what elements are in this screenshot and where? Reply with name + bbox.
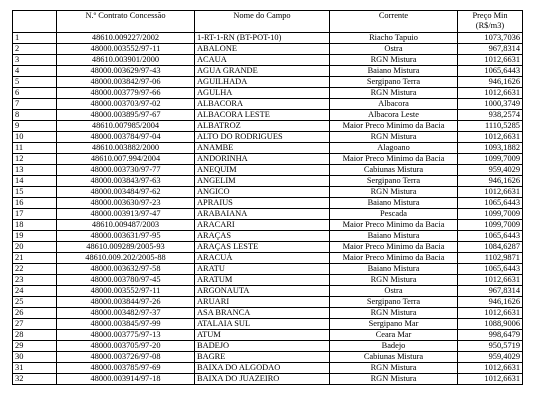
contract-number: 48000.003730/97-77 — [57, 165, 195, 176]
field-name: ARGONAUTA — [195, 286, 330, 297]
min-price: 946,1626 — [458, 77, 523, 88]
min-price: 1110,5285 — [458, 121, 523, 132]
header-contract: N.º Contrato Concessão — [57, 11, 195, 33]
row-number: 10 — [13, 132, 57, 143]
table-body — [13, 33, 523, 385]
contract-number: 48000.003895/97-67 — [57, 110, 195, 121]
table-row — [13, 264, 523, 275]
row-number: 29 — [13, 341, 57, 352]
field-name: BADEJO — [195, 341, 330, 352]
table-row — [13, 88, 523, 99]
stream-name: Baiano Mistura — [330, 264, 458, 275]
contract-number: 48000.003913/97-47 — [57, 209, 195, 220]
field-name: ANGICO — [195, 187, 330, 198]
min-price: 1012,6631 — [458, 275, 523, 286]
contract-number: 48610.007.994/2004 — [57, 154, 195, 165]
row-number: 27 — [13, 319, 57, 330]
table-row — [13, 209, 523, 220]
stream-name: Cabiunas Mistura — [330, 165, 458, 176]
contract-number: 48000.003842/97-06 — [57, 77, 195, 88]
stream-name: RGN Mistura — [330, 132, 458, 143]
table-row — [13, 132, 523, 143]
table-row — [13, 33, 523, 44]
contract-number: 48000.003726/97-08 — [57, 352, 195, 363]
stream-name: Ostra — [330, 44, 458, 55]
contract-number: 48000.003775/97-13 — [57, 330, 195, 341]
table-row — [13, 319, 523, 330]
row-number: 15 — [13, 187, 57, 198]
stream-name: Sergipano Terra — [330, 297, 458, 308]
min-price: 1000,3749 — [458, 99, 523, 110]
table-row — [13, 363, 523, 374]
stream-name: Maior Preco Minimo da Bacia — [330, 121, 458, 132]
row-number: 5 — [13, 77, 57, 88]
row-number: 1 — [13, 33, 57, 44]
contract-number: 48000.003631/97-95 — [57, 231, 195, 242]
table-row — [13, 121, 523, 132]
table-row — [13, 55, 523, 66]
header-price-line2: (R$/m3) — [475, 20, 505, 30]
min-price: 950,5719 — [458, 341, 523, 352]
stream-name: RGN Mistura — [330, 275, 458, 286]
stream-name: Albacora — [330, 99, 458, 110]
table-row — [13, 165, 523, 176]
contract-number: 48610.009227/2002 — [57, 33, 195, 44]
min-price: 1065,6443 — [458, 198, 523, 209]
min-price: 1093,1882 — [458, 143, 523, 154]
table-row — [13, 143, 523, 154]
field-name: ARACARI — [195, 220, 330, 231]
field-name: ANAMBE — [195, 143, 330, 154]
min-price: 1012,6631 — [458, 374, 523, 385]
field-name: ANGELIM — [195, 176, 330, 187]
stream-name: Sergipano Mar — [330, 319, 458, 330]
row-number: 26 — [13, 308, 57, 319]
header-stream: Corrente — [330, 11, 458, 33]
table-row — [13, 341, 523, 352]
min-price: 967,8314 — [458, 44, 523, 55]
table-row — [13, 275, 523, 286]
min-price: 1065,6443 — [458, 66, 523, 77]
row-number: 28 — [13, 330, 57, 341]
contract-number: 48000.003703/97-02 — [57, 99, 195, 110]
header-number — [13, 11, 57, 33]
min-price: 1102,9871 — [458, 253, 523, 264]
row-number: 23 — [13, 275, 57, 286]
min-price: 1012,6631 — [458, 132, 523, 143]
table-row — [13, 242, 523, 253]
row-number: 8 — [13, 110, 57, 121]
row-number: 11 — [13, 143, 57, 154]
stream-name: Baiano Mistura — [330, 66, 458, 77]
stream-name: Baiano Mistura — [330, 198, 458, 209]
table-row — [13, 154, 523, 165]
field-name: ALBATROZ — [195, 121, 330, 132]
stream-name: Cabiunas Mistura — [330, 352, 458, 363]
table-header-row — [13, 11, 523, 33]
field-name: ALBACORA — [195, 99, 330, 110]
contract-number: 48000.003779/97-66 — [57, 88, 195, 99]
min-price: 946,1626 — [458, 297, 523, 308]
contract-number: 48000.003552/97-11 — [57, 44, 195, 55]
field-name: ANDORINHA — [195, 154, 330, 165]
stream-name: Sergipano Terra — [330, 77, 458, 88]
contract-number: 48000.003630/97-23 — [57, 198, 195, 209]
min-price: 1012,6631 — [458, 88, 523, 99]
table-row — [13, 176, 523, 187]
field-name: BAIXA DO JUAZEIRO — [195, 374, 330, 385]
contract-number: 48610.007985/2004 — [57, 121, 195, 132]
table-row — [13, 286, 523, 297]
contract-number: 48610.009289/2005-93 — [57, 242, 195, 253]
table-row — [13, 297, 523, 308]
contract-number: 48000.003785/97-69 — [57, 363, 195, 374]
contract-number: 48000.003780/97-45 — [57, 275, 195, 286]
row-number: 19 — [13, 231, 57, 242]
contract-number: 48610.003882/2000 — [57, 143, 195, 154]
document-page — [12, 10, 523, 385]
field-name: ARAÇAS LESTE — [195, 242, 330, 253]
table-row — [13, 352, 523, 363]
row-number: 24 — [13, 286, 57, 297]
min-price: 1012,6631 — [458, 308, 523, 319]
min-price: 1088,9006 — [458, 319, 523, 330]
stream-name: Ceara Mar — [330, 330, 458, 341]
row-number: 14 — [13, 176, 57, 187]
min-price: 1099,7009 — [458, 220, 523, 231]
field-name: ARACUÁ — [195, 253, 330, 264]
field-name: ABALONE — [195, 44, 330, 55]
table-row — [13, 253, 523, 264]
row-number: 16 — [13, 198, 57, 209]
field-name: AGUA GRANDE — [195, 66, 330, 77]
contract-number: 48000.003552/97-11 — [57, 286, 195, 297]
field-name: ALTO DO RODRIGUES — [195, 132, 330, 143]
field-name: ASA BRANCA — [195, 308, 330, 319]
table-row — [13, 374, 523, 385]
stream-name: RGN Mistura — [330, 187, 458, 198]
row-number: 31 — [13, 363, 57, 374]
stream-name: Badejo — [330, 341, 458, 352]
stream-name: RGN Mistura — [330, 55, 458, 66]
stream-name: Maior Preco Minimo da Bacia — [330, 253, 458, 264]
contract-number: 48610.009487/2003 — [57, 220, 195, 231]
min-price: 1099,7009 — [458, 154, 523, 165]
row-number: 20 — [13, 242, 57, 253]
field-name: ARUARI — [195, 297, 330, 308]
stream-name: RGN Mistura — [330, 88, 458, 99]
table-row — [13, 110, 523, 121]
row-number: 9 — [13, 121, 57, 132]
row-number: 18 — [13, 220, 57, 231]
stream-name: RGN Mistura — [330, 374, 458, 385]
min-price: 946,1626 — [458, 176, 523, 187]
min-price: 1012,6631 — [458, 187, 523, 198]
row-number: 25 — [13, 297, 57, 308]
table-row — [13, 99, 523, 110]
field-name: BAIXA DO ALGODAO — [195, 363, 330, 374]
row-number: 21 — [13, 253, 57, 264]
header-price-line1: Preço Min — [472, 11, 508, 20]
row-number: 7 — [13, 99, 57, 110]
row-number: 22 — [13, 264, 57, 275]
contract-number: 48610.003901/2000 — [57, 55, 195, 66]
table-row — [13, 220, 523, 231]
contract-number: 48000.003482/97-37 — [57, 308, 195, 319]
min-price: 938,2574 — [458, 110, 523, 121]
contract-number: 48000.003844/97-26 — [57, 297, 195, 308]
table-row — [13, 308, 523, 319]
row-number: 13 — [13, 165, 57, 176]
stream-name: Maior Preco Minimo da Bacia — [330, 220, 458, 231]
contract-number: 48000.003629/97-43 — [57, 66, 195, 77]
stream-name: RGN Mistura — [330, 363, 458, 374]
table-row — [13, 330, 523, 341]
price-table — [12, 10, 523, 385]
min-price: 1065,6443 — [458, 231, 523, 242]
table-row — [13, 44, 523, 55]
row-number: 12 — [13, 154, 57, 165]
stream-name: Maior Preco Minimo da Bacia — [330, 154, 458, 165]
contract-number: 48000.003914/97-18 — [57, 374, 195, 385]
min-price: 1073,7036 — [458, 33, 523, 44]
min-price: 1012,6631 — [458, 55, 523, 66]
min-price: 959,4029 — [458, 165, 523, 176]
field-name: ACAUA — [195, 55, 330, 66]
field-name: ARAÇAS — [195, 231, 330, 242]
stream-name: Alagoano — [330, 143, 458, 154]
contract-number: 48000.003843/97-63 — [57, 176, 195, 187]
contract-number: 48000.003705/97-20 — [57, 341, 195, 352]
field-name: ATUM — [195, 330, 330, 341]
min-price: 1012,6631 — [458, 363, 523, 374]
row-number: 17 — [13, 209, 57, 220]
row-number: 30 — [13, 352, 57, 363]
contract-number: 48000.003632/97-58 — [57, 264, 195, 275]
stream-name: Riacho Tapuio — [330, 33, 458, 44]
field-name: ALBACORA LESTE — [195, 110, 330, 121]
row-number: 3 — [13, 55, 57, 66]
stream-name: Ostra — [330, 286, 458, 297]
stream-name: RGN Mistura — [330, 308, 458, 319]
table-row — [13, 198, 523, 209]
field-name: BAGRE — [195, 352, 330, 363]
field-name: ARABAIANA — [195, 209, 330, 220]
stream-name: Baiano Mistura — [330, 231, 458, 242]
row-number: 32 — [13, 374, 57, 385]
min-price: 959,4029 — [458, 352, 523, 363]
contract-number: 48000.003484/97-62 — [57, 187, 195, 198]
field-name: AGUILHADA — [195, 77, 330, 88]
table-row — [13, 77, 523, 88]
header-price — [458, 11, 523, 33]
field-name: ARATUM — [195, 275, 330, 286]
stream-name: Sergipano Terra — [330, 176, 458, 187]
stream-name: Albacora Leste — [330, 110, 458, 121]
stream-name: Maior Preco Minimo da Bacia — [330, 242, 458, 253]
field-name: ARATU — [195, 264, 330, 275]
contract-number: 48610.009.202/2005-88 — [57, 253, 195, 264]
min-price: 1065,6443 — [458, 264, 523, 275]
table-row — [13, 187, 523, 198]
table-row — [13, 66, 523, 77]
stream-name: Pescada — [330, 209, 458, 220]
contract-number: 48000.003845/97-99 — [57, 319, 195, 330]
field-name: ANEQUIM — [195, 165, 330, 176]
contract-number: 48000.003784/97-04 — [57, 132, 195, 143]
min-price: 967,8314 — [458, 286, 523, 297]
min-price: 1099,7009 — [458, 209, 523, 220]
field-name: ATALAIA SUL — [195, 319, 330, 330]
row-number: 6 — [13, 88, 57, 99]
field-name: APRAIUS — [195, 198, 330, 209]
min-price: 1084,6287 — [458, 242, 523, 253]
row-number: 2 — [13, 44, 57, 55]
table-row — [13, 231, 523, 242]
min-price: 998,6479 — [458, 330, 523, 341]
field-name: AGULHA — [195, 88, 330, 99]
header-field-name: Nome do Campo — [195, 11, 330, 33]
row-number: 4 — [13, 66, 57, 77]
field-name: 1-RT-1-RN (BT-POT-10) — [195, 33, 330, 44]
